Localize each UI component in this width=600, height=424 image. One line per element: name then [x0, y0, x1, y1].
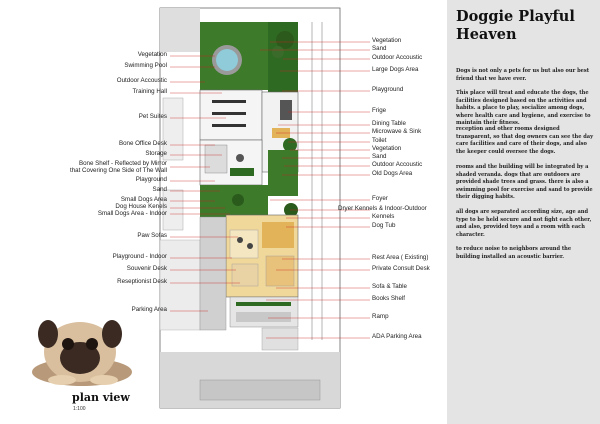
panel-paragraph-2: This place will treat and educate the dogs, the facilities designed based on the activities and habits. a place to play, socialize among dogs, where health care and hygiene, and exercise to maintain their fitness. — [456, 90, 591, 126]
label-books-shelf: Books Shelf — [372, 295, 406, 302]
label-sand-left: Sand — [152, 186, 167, 193]
label-outdoor-accoustic-left: Outdoor Accoustic — [116, 77, 167, 84]
label-playground-right: Playground — [372, 86, 404, 93]
label-small-dogs-area: Small Dogs Area — [120, 196, 167, 203]
label-parking-area: Parking Area — [131, 306, 167, 313]
label-dog-house-kenels: Dog House Kenels — [115, 203, 167, 210]
label-reseptionist-desk: Reseptionist Desk — [117, 278, 167, 285]
label-playground-indoor: Playground - Indoor — [112, 253, 167, 260]
label-dog-tub: Dog Tub — [372, 222, 396, 229]
label-vegetation-left: Vegetation — [137, 51, 167, 58]
label-vegetation-right-2: Vegetation — [372, 145, 402, 152]
label-toilet: Toilet — [372, 137, 387, 144]
label-bone-office-desk: Bone Office Desk — [118, 140, 167, 147]
label-large-dogs-area: Large Dogs Area — [372, 66, 419, 73]
label-rest-area: Rest Area ( Existing) — [372, 254, 429, 261]
label-outdoor-accoustic-right-1: Outdoor Accoustic — [372, 54, 423, 61]
label-training-hall: Training Hall — [132, 88, 167, 95]
label-bone-shelf: Bone Shelf - Reflected by Mirror — [78, 160, 167, 167]
label-sand-right-2: Sand — [372, 153, 387, 160]
label-outdoor-accoustic-right-2: Outdoor Accoustic — [372, 161, 423, 168]
label-pet-suites: Pet Suites — [138, 113, 167, 120]
plan-view-title: plan view — [72, 391, 130, 404]
plan-scale: 1:100 — [73, 406, 86, 412]
label-kennels: Kennels — [372, 213, 395, 220]
label-vegetation-right-1: Vegetation — [372, 37, 402, 44]
swimming-pool — [216, 49, 238, 71]
panel-paragraph-3: reception and other rooms designed transparent, so that dog owners can see the day care facilities and care of their dogs, and also the keeper could oversee the dogs. — [456, 126, 594, 155]
label-dining-table: Dining Table — [372, 120, 406, 127]
label-storage: Storage — [145, 150, 167, 157]
panel-title: Doggie Playful Heaven — [456, 8, 575, 43]
label-sofa-table: Sofa & Table — [372, 283, 407, 290]
label-bone-shelf-cont: that Covering One Side of The Wall — [70, 167, 167, 174]
label-swimming-pool: Swimming Pool — [124, 62, 167, 69]
label-microwave-sink: Microwave & Sink — [372, 128, 422, 135]
label-playground-left: Playground — [135, 176, 167, 183]
panel-paragraph-4: rooms and the building will be integrated by a shaded veranda. dogs that are outdoors are provided shade trees and grass. there is also a swimming pool for exercise and sand to provide their digging habits. — [456, 164, 593, 200]
panel-paragraph-6: to reduce noise to neighbors around the building installed an acoustic barrier. — [456, 246, 572, 260]
label-frige: Frige — [372, 107, 387, 114]
label-ada-parking: ADA Parking Area — [372, 333, 422, 340]
label-small-dogs-indoor: Small Dogs Area - Indoor — [97, 210, 167, 217]
label-private-consult-desk: Private Consult Desk — [372, 265, 430, 272]
panel-paragraph-1: Dogs is not only a pets for us but also our best friend that we have ever. — [456, 68, 590, 82]
label-paw-sofas: Paw Sofas — [137, 232, 167, 239]
description-panel — [447, 0, 600, 424]
panel-paragraph-5: all dogs are separated according size, age and type to be held secure and not fight each other, and also, provided toys and a room with each character. — [456, 209, 592, 238]
label-ramp: Ramp — [372, 313, 389, 320]
label-sand-right-1: Sand — [372, 45, 387, 52]
old-dogs-area — [268, 150, 298, 196]
pug-illustration — [32, 320, 132, 386]
label-foyer: Foyer — [372, 195, 388, 202]
parking-area — [200, 217, 226, 330]
label-dryer-kennels: Dryer Kennels & Indoor-Outdoor — [338, 205, 427, 212]
label-souvenir-desk: Souvenir Desk — [126, 265, 167, 272]
label-old-dogs-area: Old Dogs Area — [372, 170, 413, 177]
